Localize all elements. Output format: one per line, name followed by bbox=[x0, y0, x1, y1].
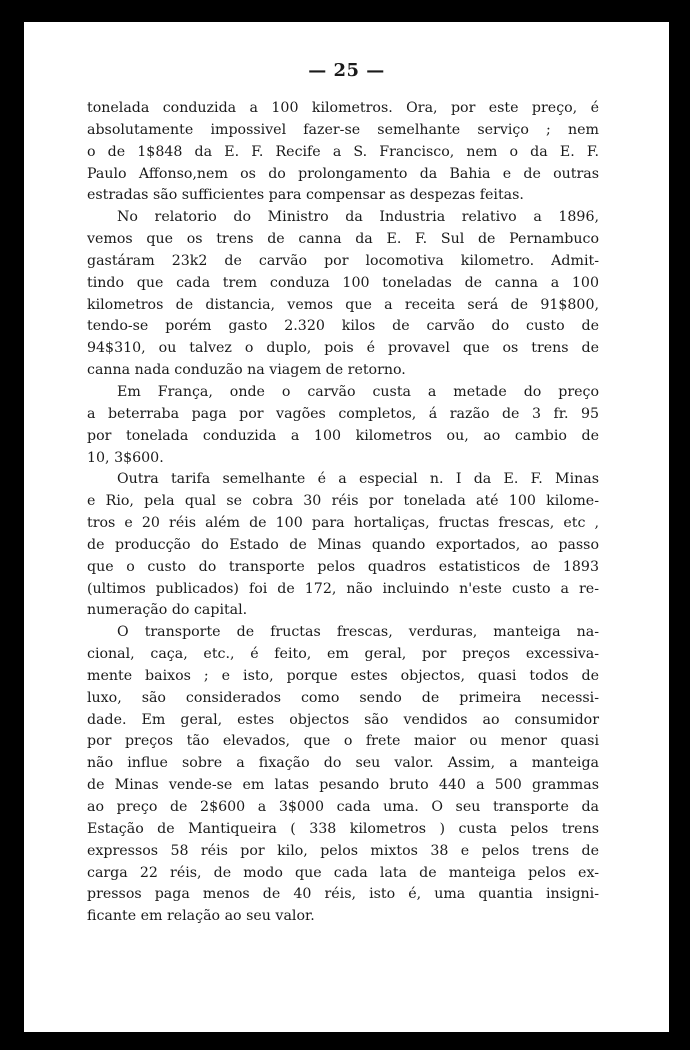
text-line: não influe sobre a fixação do seu valor. Assim, a manteiga bbox=[87, 755, 599, 772]
text-line: cional, caça, etc., é feito, em geral, por preços excessiva- bbox=[87, 646, 599, 663]
text-line: por preços tão elevados, que o frete maior ou menor quasi bbox=[87, 733, 599, 750]
text-line: de producção do Estado de Minas quando exportados, ao passo bbox=[87, 536, 599, 553]
text-line: a beterraba paga por vagões completos, á razão de 3 fr. 95 bbox=[87, 405, 599, 422]
text-line: tendo-se porém gasto 2.320 kilos de carvão do custo de bbox=[87, 318, 599, 335]
text-line: No relatorio do Ministro da Industria relativo a 1896, bbox=[117, 209, 599, 226]
text-line: mente baixos ; e isto, porque estes objectos, quasi todos de bbox=[87, 667, 599, 684]
text-line: estradas são sufficientes para compensar as despezas feitas. bbox=[87, 187, 524, 204]
text-line: numeração do capital. bbox=[87, 602, 248, 619]
text-line: ao preço de 2$600 a 3$000 cada uma. O seu transporte da bbox=[87, 799, 599, 815]
text-line: Estação de Mantiqueira ( 338 kilometros ) custa pelos trens bbox=[87, 820, 599, 837]
text-line: Paulo Affonso,nem os do prolongamento da Bahia e de outras bbox=[87, 165, 599, 182]
text-line: canna nada conduzão na viagem de retorno. bbox=[87, 362, 406, 379]
text-line: que o custo do transporte pelos quadros estatisticos de 1893 bbox=[87, 558, 599, 575]
body-text bbox=[87, 98, 599, 928]
text-line: de Minas vende-se em latas pesando bruto 440 a 500 grammas bbox=[87, 777, 599, 794]
text-line: carga 22 réis, de modo que cada lata de manteiga pelos ex- bbox=[87, 864, 599, 881]
text-line: tros e 20 réis além de 100 para hortaliças, fructas frescas, etc , bbox=[87, 515, 599, 532]
book-page bbox=[24, 22, 669, 1032]
text-line: kilometros de distancia, vemos que a receita será de 91$800, bbox=[87, 296, 599, 313]
text-line: por tonelada conduzida a 100 kilometros ou, ao cambio de bbox=[87, 427, 599, 444]
text-line: tonelada conduzida a 100 kilometros. Ora, por este preço, é bbox=[87, 100, 599, 116]
text-line: 10, 3$600. bbox=[87, 449, 164, 466]
text-line: Outra tarifa semelhante é a especial n. I da E. F. Minas bbox=[117, 471, 599, 488]
text-line: o de 1$848 da E. F. Recife a S. Francisco, nem o da E. F. bbox=[87, 143, 599, 160]
text-line: luxo, são considerados como sendo de primeira necessi- bbox=[87, 689, 599, 706]
paragraph bbox=[87, 382, 599, 469]
paragraph bbox=[87, 98, 599, 207]
text-line: e Rio, pela qual se cobra 30 réis por tonelada até 100 kilome- bbox=[87, 493, 599, 510]
text-line: O transporte de fructas frescas, verduras, manteiga na- bbox=[117, 624, 599, 641]
text-line: gastáram 23k2 de carvão por locomotiva kilometro. Admit- bbox=[87, 252, 599, 269]
text-line: (ultimos publicados) foi de 172, não incluindo n'este custo a re- bbox=[87, 580, 599, 597]
text-line: ficante em relação ao seu valor. bbox=[87, 908, 315, 925]
text-line: dade. Em geral, estes objectos são vendidos ao consumidor bbox=[87, 711, 599, 728]
paragraph bbox=[87, 469, 599, 622]
text-line: absolutamente impossivel fazer-se semelhante serviço ; nem bbox=[87, 121, 599, 138]
paragraph bbox=[87, 622, 599, 928]
text-line: expressos 58 réis por kilo, pelos mixtos 38 e pelos trens de bbox=[87, 842, 599, 859]
paragraph bbox=[87, 207, 599, 382]
text-line: Em França, onde o carvão custa a metade do preço bbox=[117, 383, 599, 400]
text-line: tindo que cada trem conduza 100 toneladas de canna a 100 bbox=[87, 274, 599, 291]
page-number: — 25 — bbox=[308, 60, 385, 81]
text-line: 94$310, ou talvez o duplo, pois é provavel que os trens de bbox=[87, 340, 599, 357]
text-line: vemos que os trens de canna da E. F. Sul de Pernambuco bbox=[87, 231, 599, 248]
text-line: pressos paga menos de 40 réis, isto é, uma quantia insigni- bbox=[87, 886, 599, 903]
